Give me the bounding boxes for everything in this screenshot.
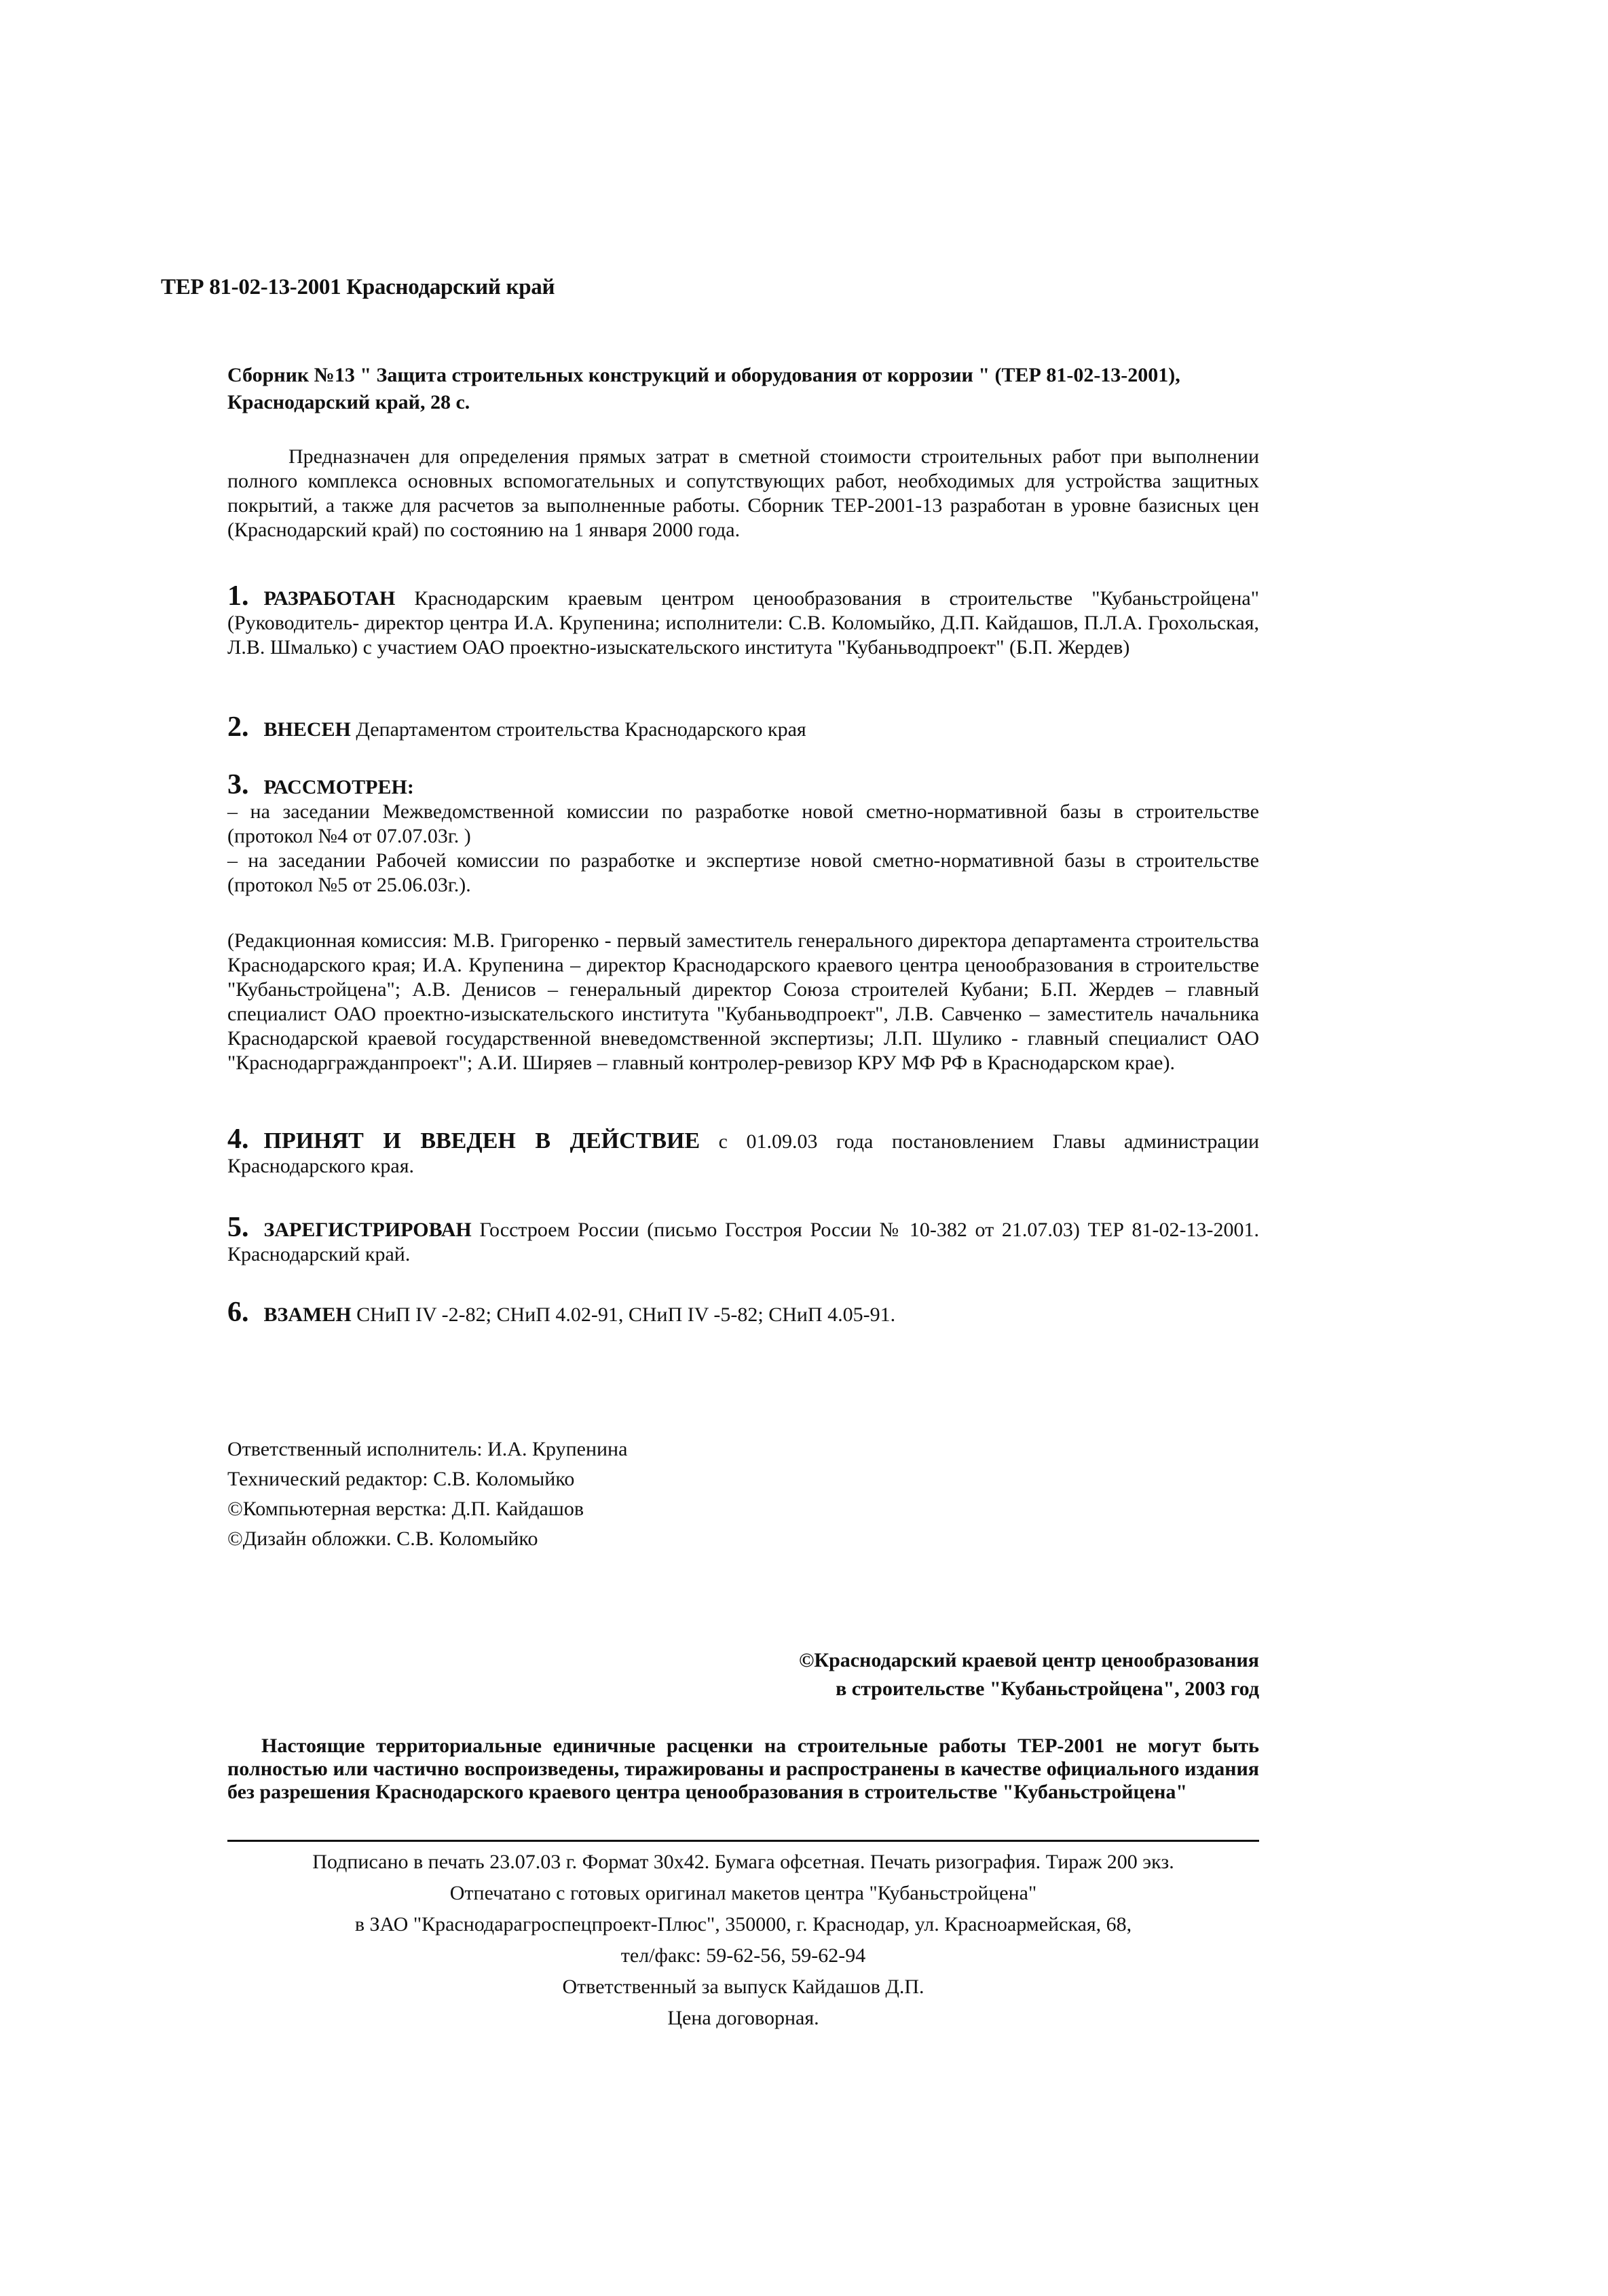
imprint-line: в ЗАО "Краснодарагроспецпроект-Плюс", 350000, г. Краснодар, ул. Красноармейская, 68, <box>354 1913 1132 1936</box>
imprint-line: тел/факс: 59-62-56, 59-62-94 <box>620 1944 866 1967</box>
section-5 <box>227 1212 1259 1267</box>
section-heading: ЗАРЕГИСТРИРОВАН <box>263 1219 472 1241</box>
section-number: 1. <box>227 580 249 612</box>
review-item: – на заседании Рабочей комиссии по разработке и экспертизе новой сметно-нормативной базы в строительстве (протокол №5 от 25.06.03г.). <box>227 849 1259 896</box>
section-text: Департаментом строительства Краснодарского края <box>350 718 806 741</box>
section-number: 2. <box>227 711 249 743</box>
copyright-line: в строительстве "Кубаньстройцена", 2003 год <box>836 1678 1259 1700</box>
collection-title: Сборник №13 " Защита строительных конструкций и оборудования от коррозии " (ТЕР 81-02-13-2001), Краснодарский край, 28 с. <box>227 364 1180 413</box>
credit-line: ©Компьютерная верстка: Д.П. Кайдашов <box>227 1498 584 1520</box>
imprint-block <box>227 1847 1259 2034</box>
section-text: с 01.09.03 года постановлением Главы администрации Краснодарского края. <box>227 1130 1259 1177</box>
copyright-block <box>611 1646 1259 1703</box>
editorial-board: (Редакционная комиссия: М.В. Григоренко - первый заместитель генерального директора департамента строительства Краснодарского края; И.А. Крупенина – директор Краснодарского краевого центра ценообразования в строительстве "Кубаньстройцена"; А.В. Денисов – генеральный директор Союза строителей Кубани; Б.П. Жердев – главный специалист ОАО проектно-изыскательского института "Кубаньводпроект", Л.В. Савченко – заместитель начальника Краснодарской краевой государственной вневедомственной экспертизы; Л.П. Шулико - главный специалист ОАО "Краснодаргражданпроект"; А.И. Ширяев – главный контролер-ревизор КРУ МФ РФ в Краснодарском крае). <box>227 929 1259 1074</box>
section-heading: ПРИНЯТ И ВВЕДЕН В ДЕЙСТВИЕ <box>263 1128 700 1153</box>
section-number: 6. <box>227 1297 249 1328</box>
credit-line: Технический редактор: С.В. Коломыйко <box>227 1468 575 1490</box>
section-text: Госстроем России (письмо Госстроя России № 10-382 от 21.07.03) ТЕР 81-02-13-2001. Краснодарский край. <box>227 1219 1259 1265</box>
imprint-line: Цена договорная. <box>667 2007 819 2029</box>
section-text: СНиП IV -2-82; СНиП 4.02-91, СНиП IV -5-82; СНиП 4.05-91. <box>351 1303 896 1326</box>
section-1 <box>227 580 1259 660</box>
page-header: ТЕР 81-02-13-2001 Краснодарский край <box>161 275 555 299</box>
credit-line: ©Дизайн обложки. С.В. Коломыйко <box>227 1527 538 1550</box>
section-number: 5. <box>227 1212 249 1243</box>
section-6 <box>227 1297 1259 1328</box>
section-text: Краснодарским краевым центром ценообразования в строительстве "Кубаньстройцена" (Руководитель- директор центра И.А. Крупенина; исполнители: С.В. Коломыйко, Д.П. Кайдашов, П.Л.А. Грохольская, Л.В. Шмалько) с участием ОАО проектно-изыскательского института "Кубаньводпроект" (Б.П. Жердев) <box>227 587 1259 659</box>
section-3 <box>227 769 1259 897</box>
intro-paragraph: Предназначен для определения прямых затрат в сметной стоимости строительных работ при выполнении полного комплекса основных вспомогательных и сопутствующих работ, необходимых для устройства защитных покрытий, а также для расчетов за выполненные работы. Сборник ТЕР-2001-13 разработан в уровне базисных цен (Краснодарский край) по состоянию на 1 января 2000 года. <box>227 445 1259 541</box>
copyright-line: ©Краснодарский краевой центр ценообразования <box>798 1649 1259 1671</box>
imprint-line: Ответственный за выпуск Кайдашов Д.П. <box>562 1976 924 1998</box>
section-4 <box>227 1124 1259 1179</box>
imprint-line: Подписано в печать 23.07.03 г. Формат 30х42. Бумага офсетная. Печать ризография. Тираж 200 экз. <box>312 1851 1174 1873</box>
section-heading: РАССМОТРЕН: <box>263 776 414 798</box>
section-heading: РАЗРАБОТАН <box>263 587 396 610</box>
imprint-line: Отпечатано с готовых оригинал макетов центра "Кубаньстройцена" <box>449 1882 1037 1904</box>
section-2 <box>227 711 1259 743</box>
credits-block <box>227 1434 1042 1554</box>
section-number: 3. <box>227 769 249 800</box>
section-heading: ВНЕСЕН <box>263 718 351 741</box>
credit-line: Ответственный исполнитель: И.А. Крупенина <box>227 1438 628 1460</box>
reproduction-notice: Настоящие территориальные единичные расценки на строительные работы ТЕР-2001 не могут быть полностью или частично воспроизведены, тиражированы и распространены в качестве официального издания без разрешения Краснодарского краевого центра ценообразования в строительстве "Кубаньстройцена" <box>227 1735 1259 1803</box>
section-heading: ВЗАМЕН <box>263 1303 352 1326</box>
section-number: 4. <box>227 1124 249 1155</box>
review-item: – на заседании Межведомственной комиссии по разработке новой сметно-нормативной базы в строительстве (протокол №4 от 07.07.03г. ) <box>227 800 1259 847</box>
imprint-divider <box>227 1840 1259 1842</box>
